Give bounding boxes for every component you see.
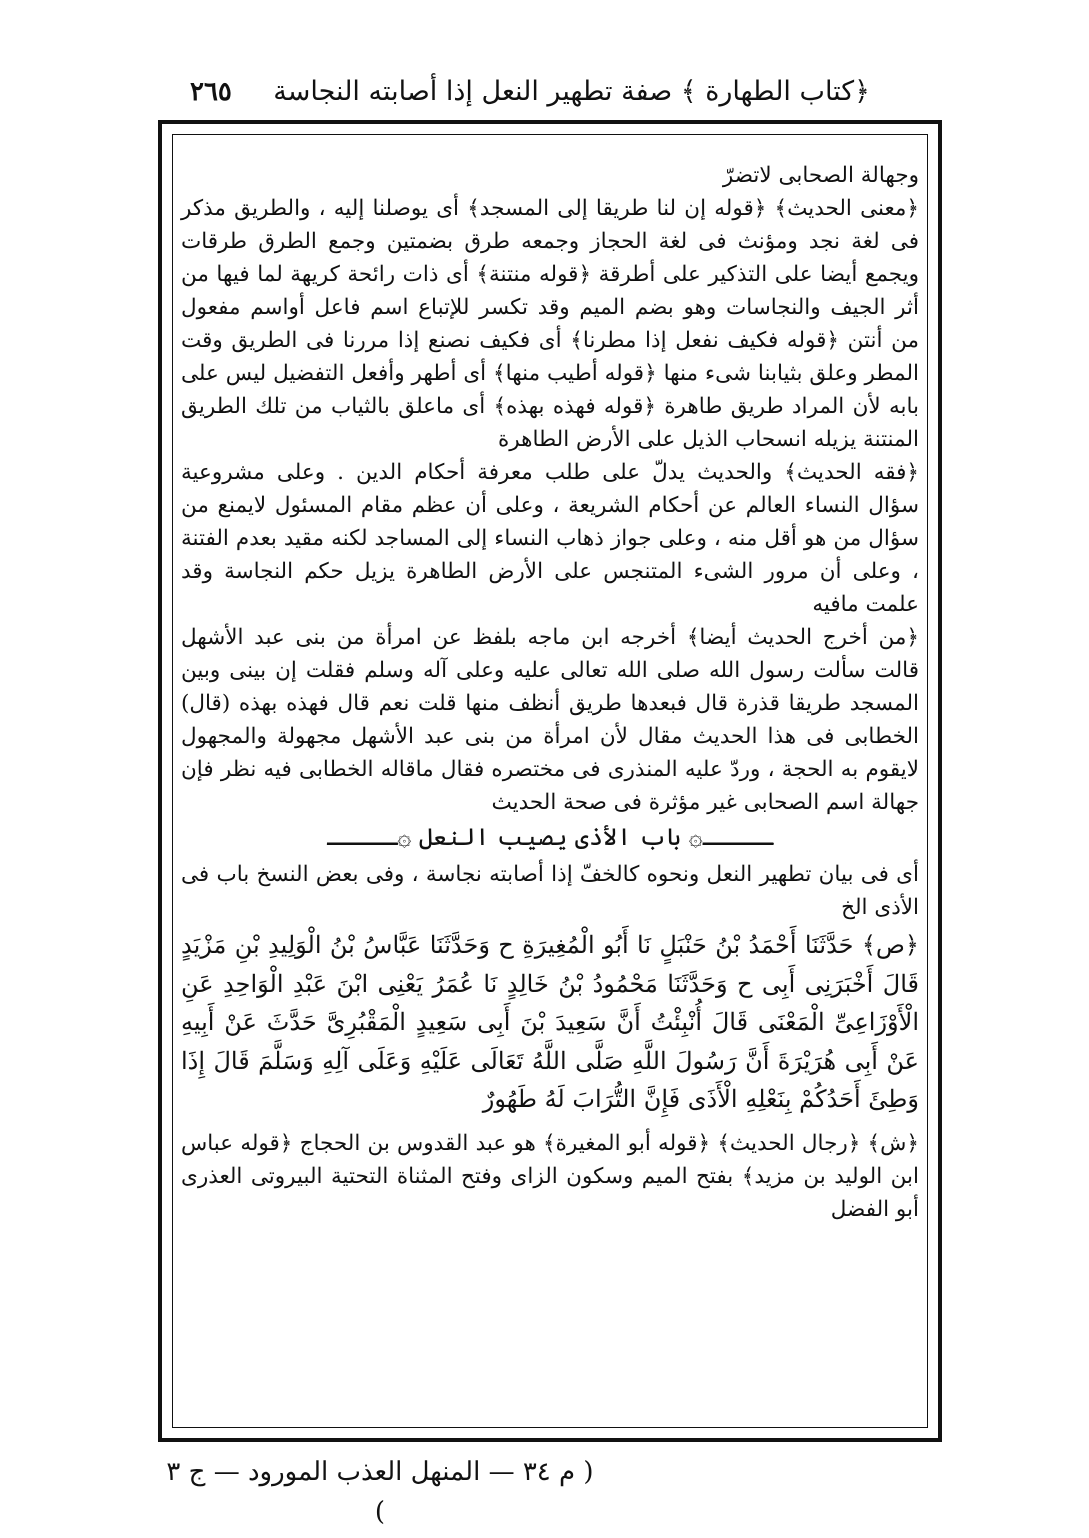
inner-border <box>172 134 928 1428</box>
paragraph-fiqh: ﴿فقه الحديث﴾ والحديث يدلّ على طلب معرفة أحكام الدين . وعلى مشروعية سؤال النساء العالم عن أحكام الشريعة ، وعلى أن عظم مقام المسئول لايمنع من سؤال من هو أقل منه ، وعلى جواز ذهاب النساء إلى المساجد لكنه مقيد بعدم الفتنة ، وعلى أن مرور الشىء المتنجس على الأرض الطاهرة يزيل حكم النجاسة وقد علمت مافيه <box>181 460 919 617</box>
paragraph-chapter-note: أى فى بيان تطهير النعل ونحوه كالخفّ إذا أصابته نجاسة ، وفى بعض النسخ باب فى الأذى الخ <box>181 862 919 920</box>
running-title: ﴿كتاب الطهارة ﴾ صفة تطهير النعل إذا أصابته النجاسة <box>273 76 870 107</box>
text-frame <box>158 120 942 1442</box>
page-footer: ( م ٣٤ — المنهل العذب المورود — ج ٣ ) <box>166 1457 594 1527</box>
paragraph-narrators: ﴿ش﴾ ﴿رجال الحديث﴾ ﴿قوله أبو المغيرة﴾ هو عبد القدوس بن الحجاج ﴿قوله عباس ابن الوليد بن مزيد﴾ بفتح الميم وسكون الزاى وفتح المثناة التحتية البيروتى العذرى أبو الفضل <box>181 1130 919 1222</box>
page-number: ٢٦٥ <box>190 77 232 107</box>
paragraph-intro: وجهالة الصحابى لاتضرّ <box>722 163 919 188</box>
page-header <box>190 70 870 114</box>
paragraph-takhrij: ﴿من أخرج الحديث أيضا﴾ أخرجه ابن ماجه بلفظ عن امرأة من بنى عبد الأشهل قالت سألت رسول الله صلى الله تعالى عليه وعلى آله وسلم فقلت إن بينى وبين المسجد طريقا قذرة قال فبعدها طريق أنظف منها قلت نعم قال فهذه بهذه (قال) الخطابى فى هذا الحديث مقال لأن امرأة من بنى عبد الأشهل مجهولة والمجهول لايقوم به الحجة ، وردّ عليه المنذرى فى مختصره فقال ماقاله الخطابى فيه نظر فإن جهالة اسم الصحابى غير مؤثرة فى صحة الحديث <box>181 625 919 815</box>
hadith-text: ﴿ص﴾ حَدَّثَنَا أَحْمَدُ بْنُ حَنْبَلٍ نَا أَبُو الْمُغِيرَةِ ح وَحَدَّثَنَا عَبَّاسُ بْنُ الْوَلِيدِ بْنِ مَزْيَدٍ قَالَ أَخْبَرَنِى أَبِى ح وَحَدَّثَنَا مَحْمُودُ بْنُ خَالِدٍ نَا عُمَرُ يَعْنِى ابْنَ عَبْدِ الْوَاحِدِ عَنِ الْأَوْزَاعِىِّ الْمَعْنَى قَالَ أُنْبِئْتُ أَنَّ سَعِيدَ بْنَ أَبِى سَعِيدٍ الْمَقْبُرِىَّ حَدَّثَ عَنْ أَبِيهِ عَنْ أَبِى هُرَيْرَةَ أَنَّ رَسُولَ اللَّهِ صَلَّى اللَّهُ تَعَالَى عَلَيْهِ وَعَلَى آلِهِ وَسَلَّمَ قَالَ إِذَا وَطِئَ أَحَدُكُمْ بِنَعْلِهِ الْأَذَى فَإِنَّ التُّرَابَ لَهُ طَهُورٌ <box>181 931 919 1113</box>
chapter-heading: ـــــ۞ باب الأذى يصيب النعل ۞ـــــ <box>327 823 773 851</box>
main-text <box>173 159 927 1226</box>
paragraph-meaning: ﴿معنى الحديث﴾ ﴿قوله إن لنا طريقا إلى المسجد﴾ أى يوصلنا إليه ، والطريق مذكر فى لغة نجد ومؤنث فى لغة الحجاز وجمعه طرق بضمتين وجمع الطرق طرقات ويجمع أيضا على التذكير على أطرقة ﴿قوله منتنة﴾ أى ذات رائحة كريهة لما فيها من أثر الجيف والنجاسات وهو بضم الميم وقد تكسر للإتباع اسم فاعل أواسم مفعول من أنتن ﴿قوله فكيف نفعل إذا مطرنا﴾ أى فكيف نصنع إذا مررنا فى الطريق وقت المطر وعلق بثيابنا شىء منها ﴿قوله أطيب منها﴾ أى أطهر وأفعل التفضيل ليس على بابه لأن المراد طريق طاهرة ﴿قوله فهذه بهذه﴾ أى ماعلق بالثياب من تلك الطريق المنتنة يزيله انسحاب الذيل على الأرض الطاهرة <box>181 196 919 452</box>
